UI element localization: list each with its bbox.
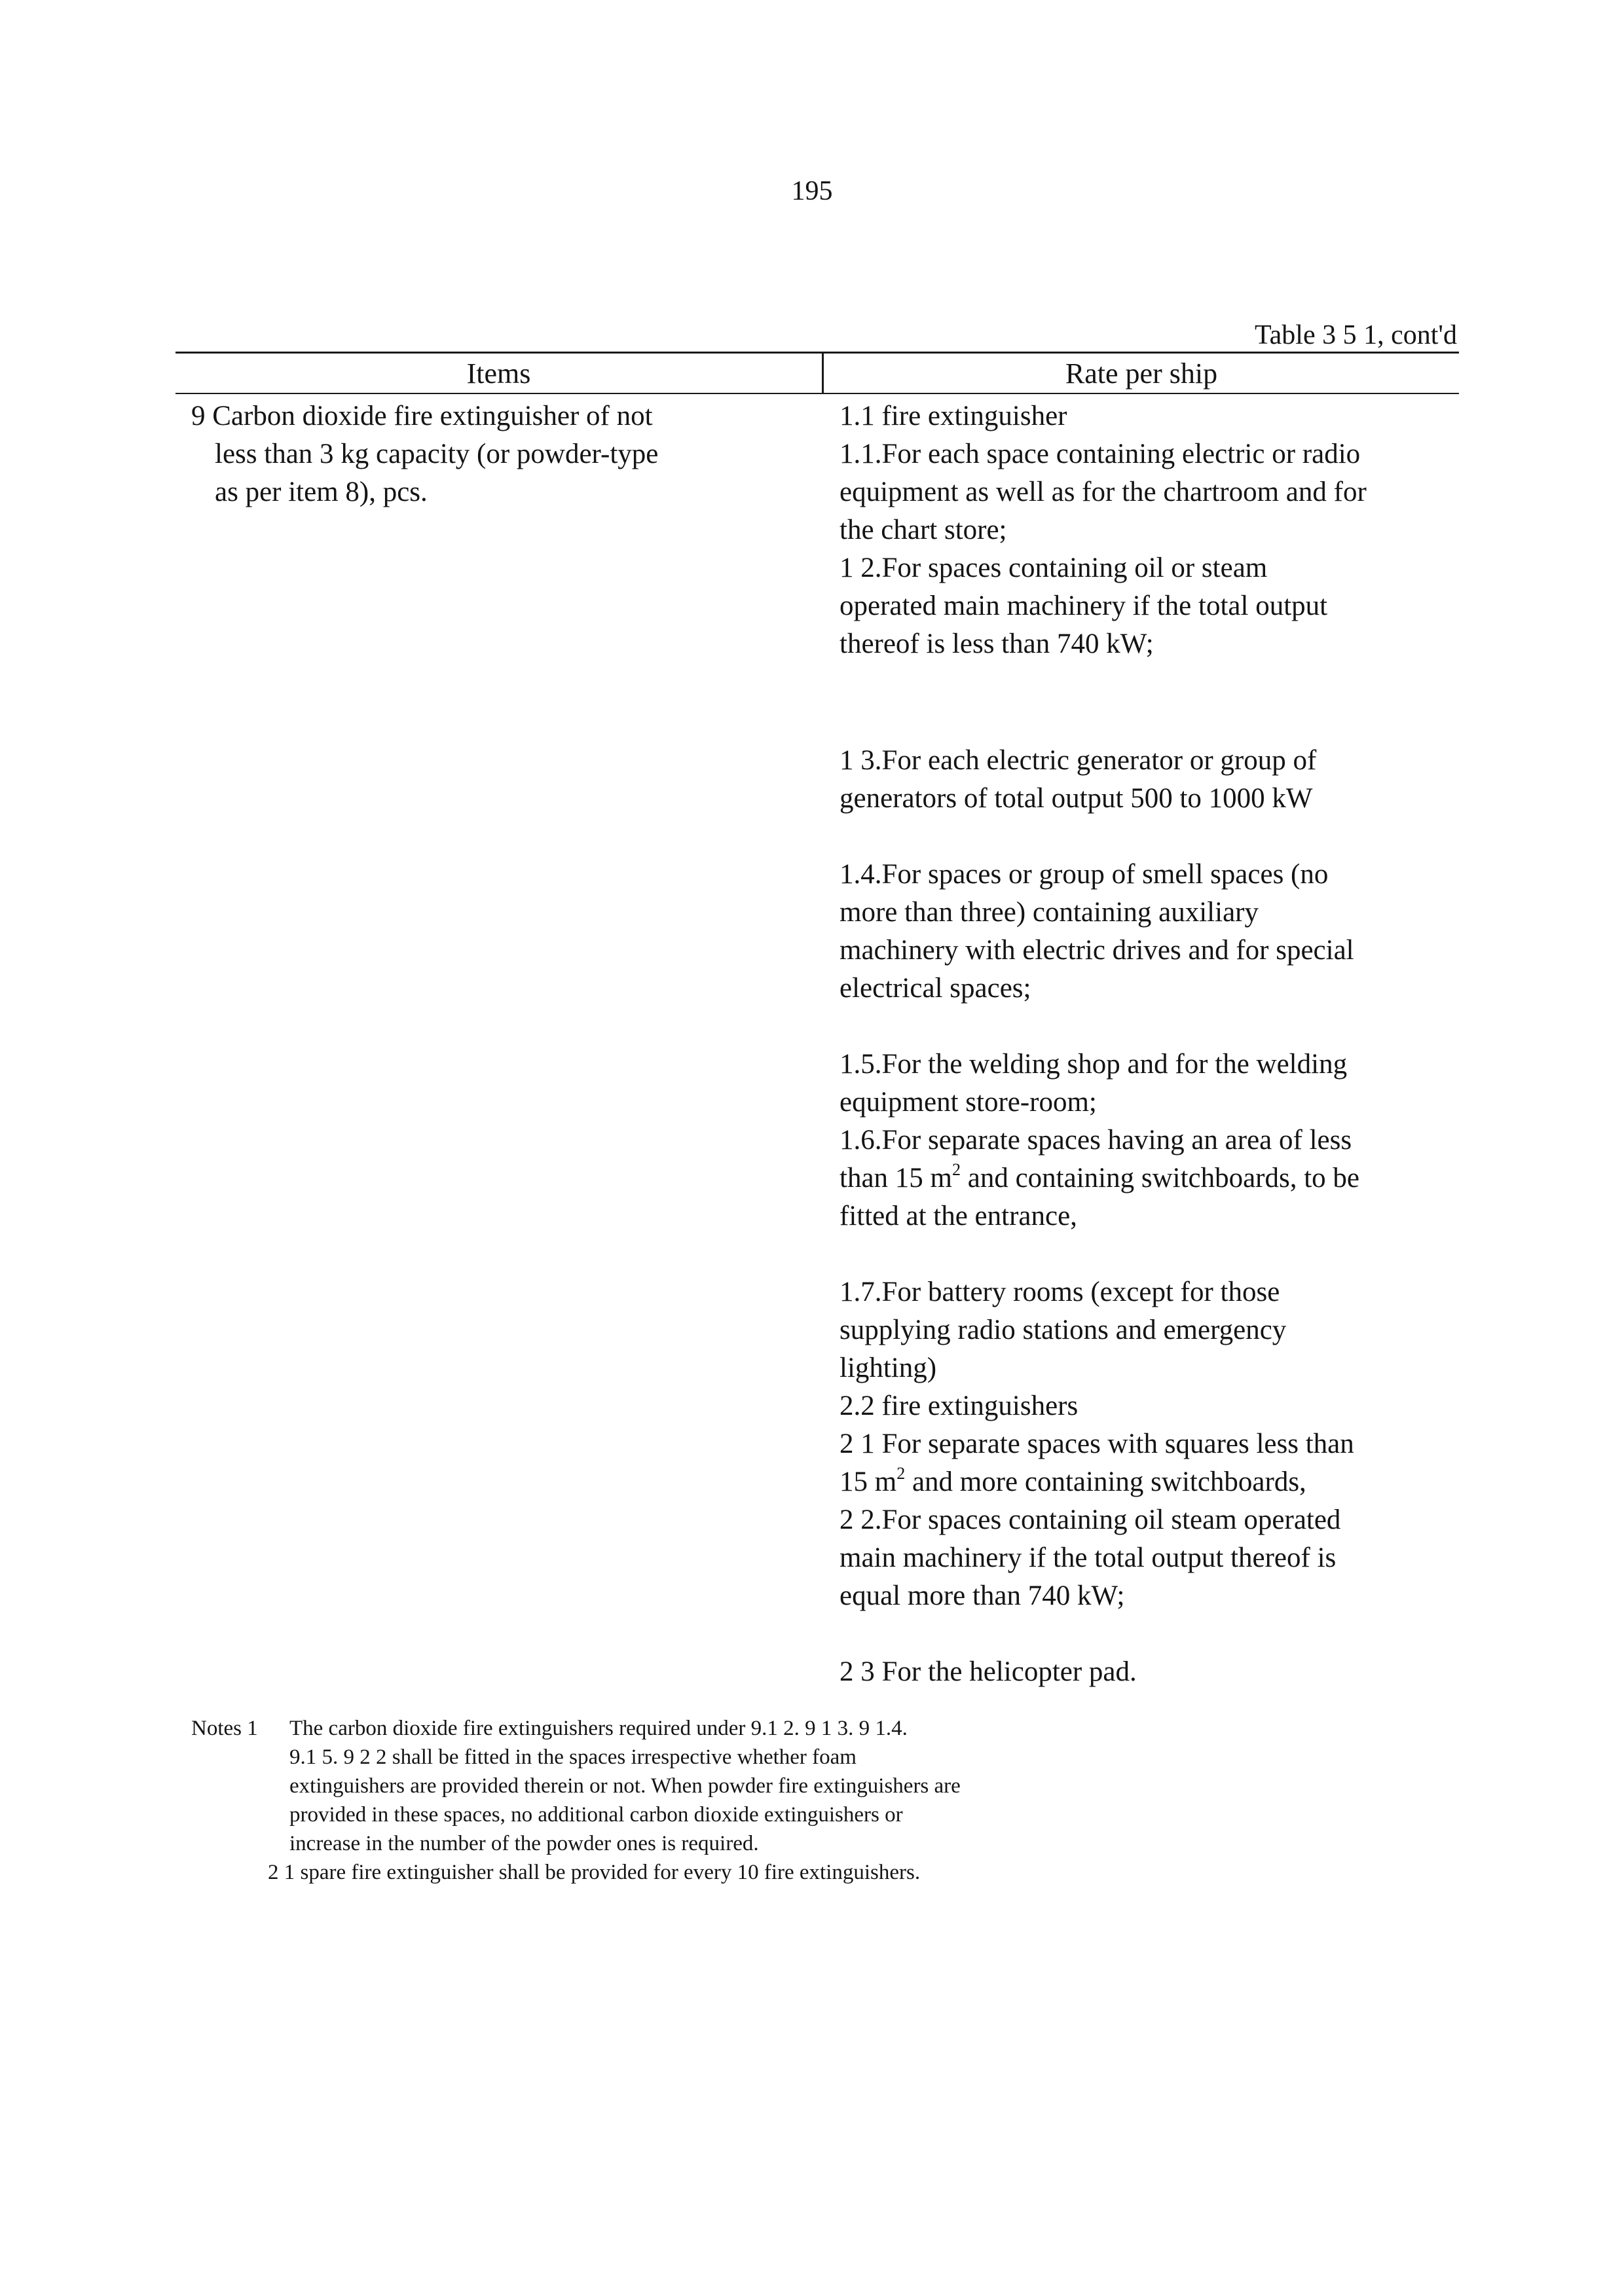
rate-line: more than three) containing auxiliary <box>840 897 1259 928</box>
rate-line: operated main machinery if the total output <box>840 591 1328 621</box>
page-number: 195 <box>791 176 833 206</box>
rate-line: machinery with electric drives and for special <box>840 935 1354 966</box>
rate-line: generators of total output 500 to 1000 kW <box>840 783 1313 814</box>
note-2: 2 1 spare fire extinguisher shall be provided for every 10 fire extinguishers. <box>268 1861 921 1884</box>
rate-line: equipment store-room; <box>840 1087 1097 1118</box>
note-1-line: extinguishers are provided therein or not. When powder fire extinguishers are <box>289 1774 961 1798</box>
column-header-rate: Rate per ship <box>1065 357 1218 390</box>
note-1-text: The carbon dioxide fire extinguishers required under 9.1 2. 9 1 3. 9 1.4. <box>289 1717 908 1740</box>
area-exponent: 2 <box>896 1464 906 1483</box>
spacer <box>840 663 1455 742</box>
rate-line: 1.1.For each space containing electric or radio <box>840 439 1361 469</box>
note-1-line: 9.1 5. 9 2 2 shall be fitted in the spaces irrespective whether foam <box>289 1745 857 1769</box>
note-1-first-line <box>191 1714 1173 1743</box>
rate-line-area <box>840 1463 1455 1501</box>
rate-line: equal more than 740 kW; <box>840 1580 1125 1611</box>
rate-line: 1.1 fire extinguisher <box>840 401 1067 431</box>
area-text-tail: and containing switchboards, to be <box>960 1163 1360 1194</box>
area-text-tail: and more containing switchboards, <box>905 1467 1306 1497</box>
items-cell <box>191 397 781 511</box>
spacer <box>840 1235 1455 1273</box>
spacer <box>840 1008 1455 1046</box>
note-1-line: provided in these spaces, no additional carbon dioxide extinguishers or <box>289 1803 903 1827</box>
item-line: as per item 8), pcs. <box>215 477 428 507</box>
rate-line: 1.6.For separate spaces having an area of less <box>840 1125 1352 1156</box>
rate-line: equipment as well as for the chartroom and for <box>840 477 1367 507</box>
rate-line: 2.2 fire extinguishers <box>840 1391 1079 1421</box>
rate-line: electrical spaces; <box>840 973 1031 1004</box>
rate-line: thereof is less than 740 kW; <box>840 629 1154 659</box>
rate-line: 1.7.For battery rooms (except for those <box>840 1277 1280 1307</box>
rate-cell <box>840 397 1455 1691</box>
table-notes <box>191 1714 1173 1887</box>
rate-line: fitted at the entrance, <box>840 1201 1077 1231</box>
table-header-rule <box>175 393 1459 394</box>
rate-line-area <box>840 1159 1455 1197</box>
area-exponent: 2 <box>951 1160 961 1179</box>
rate-line: the chart store; <box>840 515 1007 545</box>
notes-label: Notes 1 <box>191 1717 258 1740</box>
note-1-line: increase in the number of the powder ones is required. <box>289 1832 759 1855</box>
column-header-items: Items <box>466 357 531 390</box>
rate-line: supplying radio stations and emergency <box>840 1315 1287 1345</box>
rate-line: 1.5.For the welding shop and for the welding <box>840 1049 1348 1080</box>
rate-line: main machinery if the total output thereof is <box>840 1542 1337 1573</box>
item-line: 9 Carbon dioxide fire extinguisher of not <box>191 401 653 431</box>
rate-line: 1.4.For spaces or group of smell spaces (no <box>840 859 1329 890</box>
spacer <box>840 818 1455 856</box>
rate-line: 2 1 For separate spaces with squares less than <box>840 1429 1354 1459</box>
rate-line: 1 2.For spaces containing oil or steam <box>840 553 1268 583</box>
item-line: less than 3 kg capacity (or powder-type <box>215 439 659 469</box>
spacer <box>840 1615 1455 1653</box>
rate-line: 2 3 For the helicopter pad. <box>840 1656 1137 1687</box>
table-caption: Table 3 5 1, cont'd <box>1254 320 1457 350</box>
table-top-rule <box>175 352 1459 354</box>
area-text: than 15 m <box>840 1163 952 1194</box>
area-text: 15 m <box>840 1467 897 1497</box>
rate-line: 1 3.For each electric generator or group of <box>840 745 1317 776</box>
rate-line: 2 2.For spaces containing oil steam operated <box>840 1504 1341 1535</box>
rate-line: lighting) <box>840 1353 937 1383</box>
